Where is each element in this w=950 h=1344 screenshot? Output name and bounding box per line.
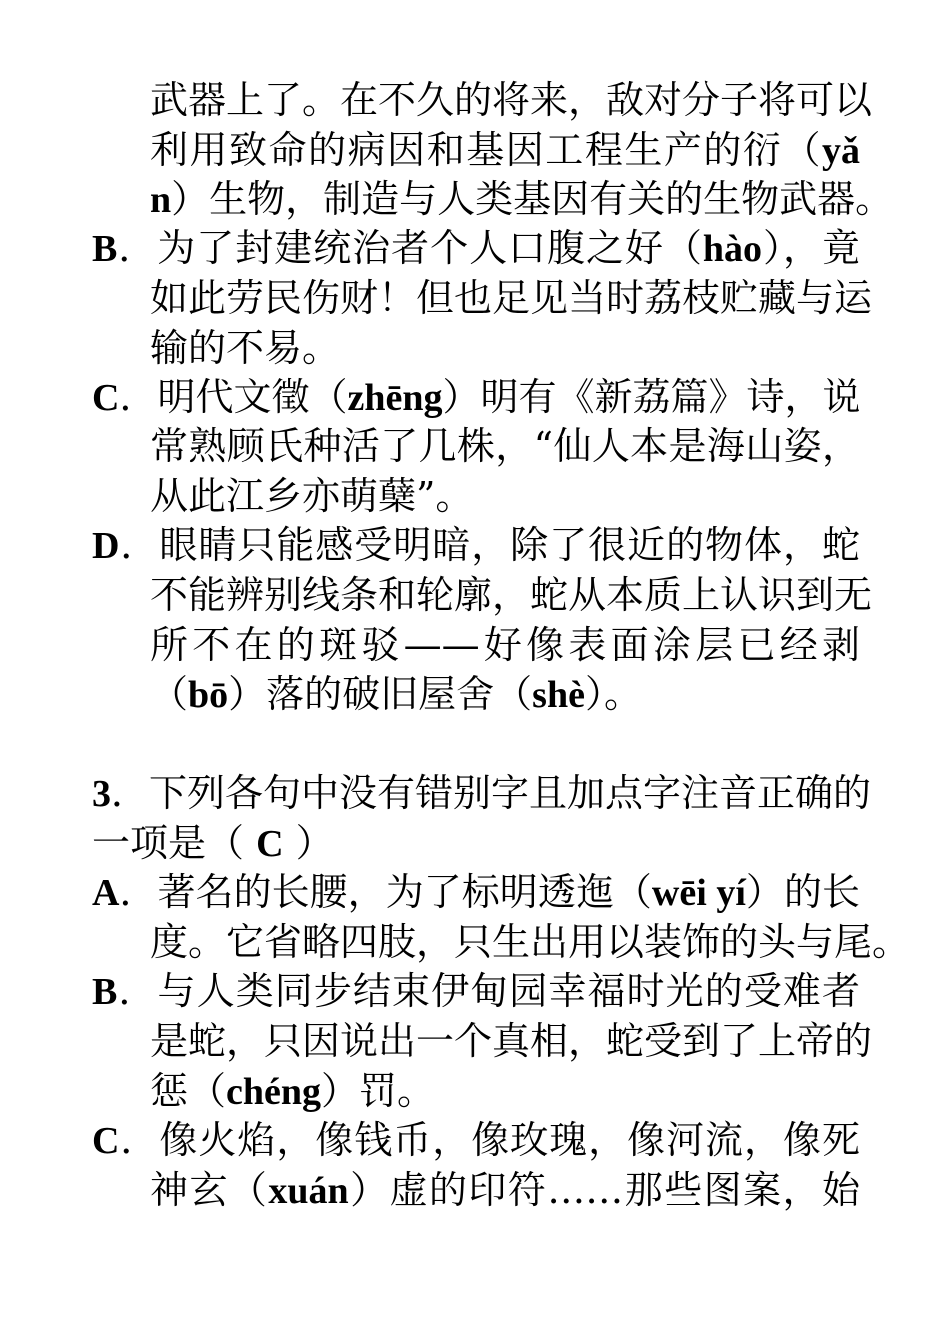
option-b-line: B．为了封建统治者个人口腹之好（hào），竟 — [92, 226, 860, 270]
option-d-line: D．眼睛只能感受明暗，除了很近的物体，蛇 — [92, 523, 860, 567]
question-3-answer: 一项是（ C ） — [92, 821, 334, 865]
option-b-line: B．与人类同步结束伊甸园幸福时光的受难者 — [92, 969, 860, 1013]
text-line: 常熟顾氏种活了几株，“仙人本是海山姿， — [150, 424, 860, 468]
text-line: 从此江乡亦萌蘖”。 — [150, 474, 474, 518]
text-line: 神玄（xuán）虚的印符……那些图案，始 — [150, 1168, 860, 1212]
text-line: 利用致命的病因和基因工程生产的衍（yǎ — [150, 128, 860, 172]
option-c-line: C．明代文徵（zhēng）明有《新荔篇》诗，说 — [92, 375, 861, 419]
option-c-line: C．像火焰，像钱币，像玫瑰，像河流，像死 — [92, 1118, 860, 1162]
text-line: 度。它省略四肢，只生出用以装饰的头与尾。 — [150, 920, 911, 964]
text-line: 输的不易。 — [150, 326, 341, 370]
text-line: 是蛇，只因说出一个真相，蛇受到了上帝的 — [150, 1019, 873, 1063]
text-line: 惩（chéng）罚。 — [150, 1069, 436, 1113]
text-line: n）生物，制造与人类基因有关的生物武器。 — [150, 177, 894, 221]
question-3-stem: 3．下列各句中没有错别字且加点字注音正确的 — [92, 771, 872, 815]
text-line: 如此劳民伤财！但也足见当时荔枝贮藏与运 — [150, 276, 873, 320]
text-line: 武器上了。在不久的将来，敌对分子将可以 — [150, 78, 873, 122]
text-line: 不能辨别线条和轮廓，蛇从本质上认识到无 — [150, 573, 873, 617]
text-line: 所不在的斑驳——好像表面涂层已经剥 — [150, 623, 860, 667]
option-a-line: A．著名的长腰，为了标明透迤（wēi yí）的长 — [92, 870, 860, 914]
text-line: （bō）落的破旧屋舍（shè）。 — [150, 672, 642, 716]
